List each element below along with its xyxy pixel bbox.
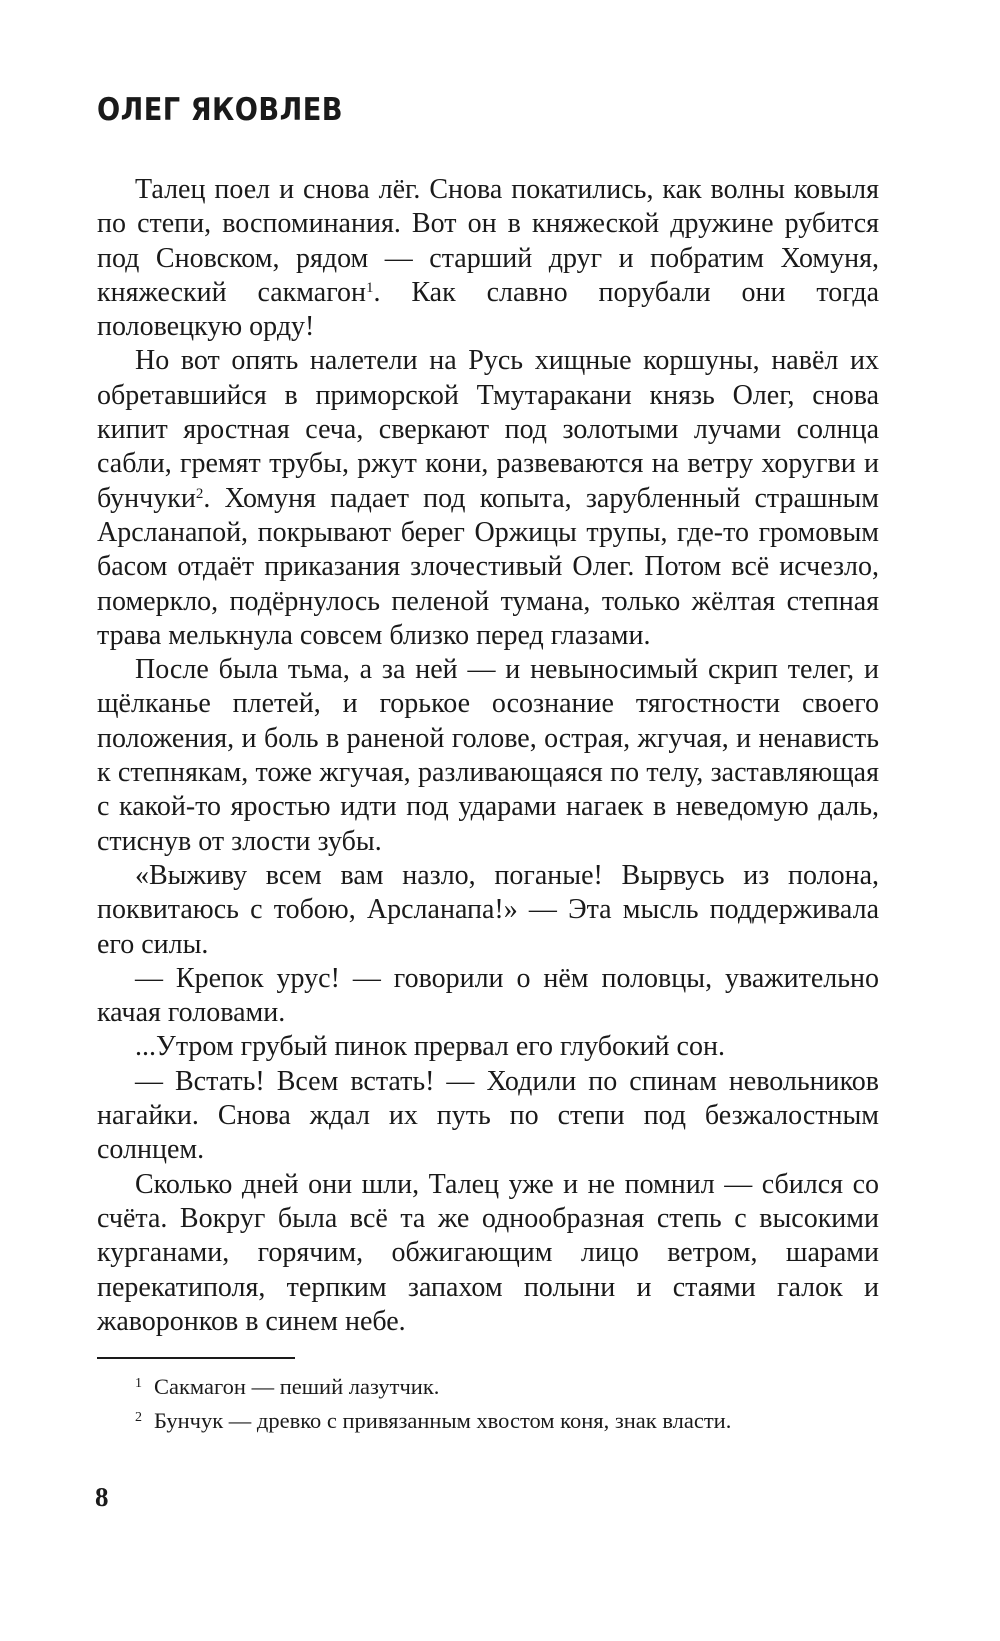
paragraph [97,173,879,344]
paragraph-text: . Как славно порубали они тогда половецкую орду! [97,276,879,343]
page-number: 8 [95,1482,109,1512]
paragraph: Сколько дней они шли, Талец уже и не помнил — сбился со счёта. Вокруг была всё та же однообразная степь с высокими курганами, горячим, обжигающим лицо ветром, шарами перекатиполя, терпким запахом полыни и стаями галок и жаворонков в синем небе. [97,1168,879,1337]
paragraph-text: Но вот опять налетели на Русь хищные коршуны, навёл их обретавшийся в приморской Тмутаракани князь Олег, снова кипит яростная сеча, сверкают под золотыми лучами солнца сабли, гремят трубы, ржут кони, развеваются на ветру хоругви и бунчуки [97,345,879,514]
footnote-ref: 2 [195,485,204,502]
footnote [135,1402,879,1436]
paragraph: «Выживу всем вам назло, поганые! Вырвусь из полона, поквитаюсь с тобою, Арсланапа!» — Эта мысль поддерживала его силы. [97,859,879,960]
footnote-divider [97,1357,295,1359]
footnote-mark: 1 [135,1376,142,1391]
footnote-text: Сакмагон — пеший лазутчик. [154,1374,440,1399]
body-text [97,173,879,1339]
paragraph: После была тьма, а за ней — и невыносимый скрип телег, и щёлканье плетей, и горькое осознание тягостности своего положения, и боль в раненой голове, острая, жгучая, и ненависть к степнякам, тоже жгучая, разливающаяся по телу, заставляющая с какой-то яростью идти под ударами нагаек в неведомую даль, стиснув от злости зубы. [97,654,879,857]
running-head: ОЛЕГ ЯКОВЛЕВ [97,92,344,128]
footnote-mark: 2 [135,1410,142,1425]
paragraph [97,344,879,653]
footnote [135,1368,879,1402]
paragraph-text: . Хомуня падает под копыта, зарубленный страшным Арсланапой, покрывают берег Оржицы трупы, где-то громовым басом отдаёт приказания злочестивый Олег. Потом всё исчезло, померкло, подёрнулось пеленой тумана, только жёлтая степная трава мелькнула совсем близко перед глазами. [97,482,879,651]
paragraph: — Встать! Всем встать! — Ходили по спинам невольников нагайки. Снова ждал их путь по степи под безжалостным солнцем. [97,1065,879,1166]
paragraph: ...Утром грубый пинок прервал его глубокий сон. [135,1031,725,1063]
footnotes [135,1368,879,1436]
paragraph: — Крепок урус! — говорили о нём половцы, уважительно качая головами. [97,962,879,1029]
footnote-ref: 1 [365,279,374,296]
paragraph-text: Талец поел и снова лёг. Снова покатились, как волны ковыля по степи, воспоминания. Вот он в княжеской дружине рубится под Сновском, рядом — старший друг и побратим Хомуня, княжеский сакмагон [97,174,879,308]
footnote-text: Бунчук — древко с привязанным хвостом коня, знак власти. [154,1408,732,1433]
